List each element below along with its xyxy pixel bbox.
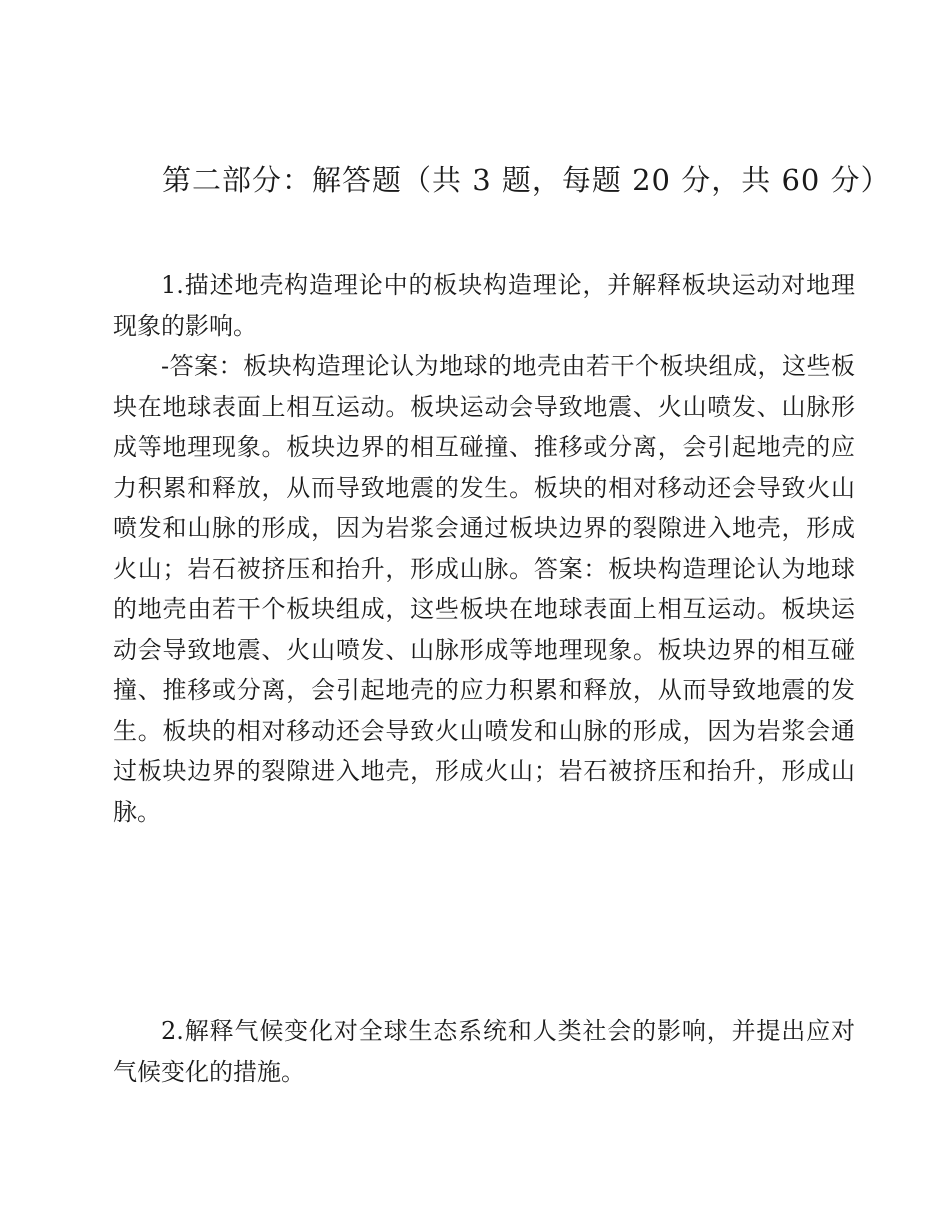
question-1-block — [113, 265, 855, 832]
section-heading: 第二部分：解答题（共 3 题，每题 20 分，共 60 分） — [162, 163, 891, 197]
question-2-block — [113, 1011, 855, 1092]
question-1-text: 1.描述地壳构造理论中的板块构造理论，并解释板块运动对地理现象的影响。 — [113, 271, 855, 340]
question-1-answer: -答案：板块构造理论认为地球的地壳由若干个板块组成，这些板块在地球表面上相互运动。板块运动会导致地震、火山喷发、山脉形成等地理现象。板块边界的相互碰撞、推移或分离，会引起地壳的应力积累和释放，从而导致地震的发生。板块的相对移动还会导致火山喷发和山脉的形成，因为岩浆会通过板块边界的裂隙进入地壳，形成火山；岩石被挤压和抬升，形成山脉。答案：板块构造理论认为地球的地壳由若干个板块组成，这些板块在地球表面上相互运动。板块运动会导致地震、火山喷发、山脉形成等地理现象。板块边界的相互碰撞、推移或分离，会引起地壳的应力积累和释放，从而导致地震的发生。板块的相对移动还会导致火山喷发和山脉的形成，因为岩浆会通过板块边界的裂隙进入地壳，形成火山；岩石被挤压和抬升，形成山脉。 — [113, 352, 855, 826]
question-2-text: 2.解释气候变化对全球生态系统和人类社会的影响，并提出应对气候变化的措施。 — [113, 1017, 855, 1086]
